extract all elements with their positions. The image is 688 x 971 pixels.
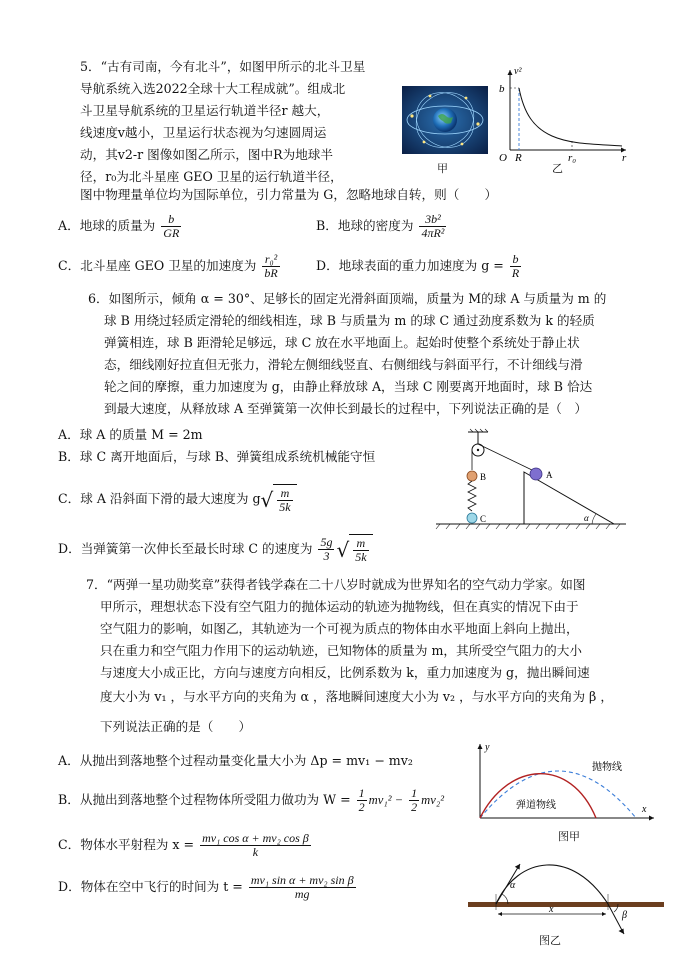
q5-line-1: 5．“古有司南，今有北斗”，如图甲所示的北斗卫星: [80, 59, 366, 74]
q6-option-c[interactable]: C．球 A 沿斜面下滑的最大速度为 g√ $\frac{m}{5k}$: [58, 484, 297, 515]
pulley-incline-diagram: [432, 428, 628, 536]
graph-R-label: R: [515, 152, 522, 164]
range-x-label: x: [549, 904, 554, 915]
q7-option-c-text: C．物体水平射程为 x =: [58, 837, 195, 852]
graph-origin-label: O: [499, 152, 507, 164]
q5-line-5: 动，其v2-r 图像如图乙所示，图中R为地球半: [80, 147, 333, 162]
v2-r-graph: [492, 64, 632, 170]
q7-option-d-fraction: $\frac{\text{mv₁ sin α + mv₂ sin β}}{mg}$: [250, 873, 354, 901]
q7-option-b-half-2: $\frac{1}{2}$: [411, 786, 418, 814]
q6-option-a[interactable]: A．球 A 的质量 M = 2m: [58, 427, 203, 442]
q7-line-2: 甲所示，理想状态下没有空气阻力的抛体运动的轨迹为抛物线，但在真实的情况下由于: [100, 599, 579, 614]
ball-c: [467, 513, 477, 523]
q7-line-1: 7．“两弹一星功勋奖章”获得者钱学森在二十八岁时就成为世界知名的空气动力学家。如图: [86, 577, 586, 592]
graph-r0-label: r₀: [568, 152, 577, 164]
label-a: A: [546, 470, 553, 480]
q6-option-d-text: D．当弹簧第一次伸长至最长时球 C 的速度为: [58, 541, 313, 556]
q6-option-d[interactable]: D．当弹簧第一次伸长至最长时球 C 的速度为 $\frac{5g}{3}$ √ $\frac{m}{5k}$: [58, 534, 373, 565]
label-b: B: [480, 472, 487, 482]
q7-line-3: 空气阻力的影响，如图乙，其轨迹为一个可视为质点的物体由水平地面上斜向上抛出，: [100, 621, 579, 636]
spring: [468, 481, 476, 511]
q7-line-7: 下列说法正确的是（ ）: [100, 719, 252, 734]
q7-option-b-text: B．从抛出到落地整个过程物体所受阻力做功为 W =: [58, 792, 351, 807]
label-c: C: [480, 514, 487, 524]
graph-r-label: r: [622, 152, 627, 164]
q7-option-b-half-1: $\frac{1}{2}$: [358, 786, 365, 814]
ballistic-label: 弹道物线: [516, 800, 556, 811]
q7-option-c[interactable]: [58, 830, 313, 860]
axis-y-label: y: [485, 742, 490, 753]
q7-option-b-expr2: mv₂²: [421, 793, 445, 807]
q5-option-a-fraction: $\frac{b}{GR}$: [163, 212, 180, 240]
q5-option-c-text: C．北斗星座 GEO 卫星的加速度为: [58, 258, 257, 273]
beta-label: β: [622, 910, 627, 921]
graph-b-label: b: [499, 83, 505, 95]
q6-option-b[interactable]: B．球 C 离开地面后，与球 B、弹簧组成系统机械能守恒: [58, 449, 376, 464]
fig-yi-caption: 乙: [552, 162, 563, 175]
q7-option-b[interactable]: [58, 786, 444, 814]
q7-option-d[interactable]: [58, 872, 358, 902]
q6-line-5: 轮之间的摩擦，重力加速度为 g，由静止释放球 A，当球 C 刚要离开地面时，球 B 恰达: [104, 379, 593, 394]
q6-line-1: 6．如图所示，倾角 α = 30°、足够长的固定光滑斜面顶端，质量为 M的球 A 与质量为 m 的: [88, 291, 607, 306]
label-alpha: α: [584, 513, 589, 523]
q5-option-c[interactable]: [58, 252, 282, 280]
q5-option-d-text: D．地球表面的重力加速度为 g =: [316, 258, 504, 273]
q7-option-a[interactable]: A．从抛出到落地整个过程动量变化量大小为 Δp = mv₁ − mv₂: [58, 753, 413, 768]
parabola-label: 抛物线: [592, 762, 622, 773]
q5-option-d-fraction: $\frac{b}{R}$: [511, 252, 520, 280]
fig-jia-caption: 甲: [437, 162, 448, 175]
ball-b: [467, 471, 477, 481]
q5-line-2: 导航系统入选2022全球十大工程成就”。组成北: [80, 81, 346, 96]
q6-line-3: 弹簧相连，球 B 距滑轮足够远，球 C 放在水平地面上。起始时使整个系统处于静止状: [104, 335, 580, 350]
q5-option-a-text: A．地球的质量为: [58, 218, 156, 233]
ball-a: [530, 468, 542, 480]
parabola-curve: [480, 771, 636, 818]
q7-option-d-text: D．物体在空中飞行的时间为 t =: [58, 879, 243, 894]
q6-option-d-fraction: $\frac{m}{5k}$: [355, 536, 367, 564]
q6-line-6: 到最大速度，从释放球 A 至弹簧第一次伸长到最长的过程中，下列说法正确的是（ ）: [104, 401, 588, 416]
q5-option-c-fraction: $\frac{\text{r₀²}}{bR}$: [264, 252, 278, 280]
axis-x-label: x: [642, 804, 647, 815]
ballistic-curve: [480, 774, 596, 818]
q6-option-c-fraction: $\frac{m}{5k}$: [279, 486, 291, 514]
alpha-label: α: [510, 880, 516, 891]
q5-line-7: 图中物理量单位均为国际单位，引力常量为 G，忽略地球自转，则（ ）: [80, 187, 498, 202]
graph-y-label: v²: [514, 66, 522, 77]
q5-option-b[interactable]: [316, 212, 448, 240]
q5-option-d[interactable]: [316, 252, 523, 280]
q5-line-6: 径，r₀为北斗星座 GEO 卫星的运行轨道半径，: [80, 169, 343, 184]
q6-option-c-text: C．球 A 沿斜面下滑的最大速度为 g: [58, 491, 261, 506]
real-trajectory-figure: [464, 846, 668, 942]
q6-option-d-coef: $\frac{5g}{3}$: [320, 535, 333, 563]
q5-option-b-fraction: $\frac{\text{3b²}}{\text{4πR²}}$: [421, 212, 445, 240]
q6-line-2: 球 B 用绕过轻质定滑轮的细线相连，球 B 与质量为 m 的球 C 通过劲度系数为 k 的轻质: [104, 313, 595, 328]
q7-option-b-expr: mv₁² −: [368, 793, 404, 807]
beidou-satellite-image: [402, 86, 488, 154]
q5-option-b-text: B．地球的密度为: [316, 218, 414, 233]
q7-line-5: 与速度大小成正比，方向与速度方向相反，比例系数为 k，重力加速度为 g，抛出瞬间速: [100, 665, 590, 680]
q7-line-6: 度大小为 v₁ ，与水平方向的夹角为 α ，落地瞬间速度大小为 v₂ ，与水平方向的夹角为 β ，: [100, 689, 613, 704]
fig-yi2-caption: 图乙: [539, 934, 561, 947]
ground-strip: [468, 902, 664, 907]
q7-line-4: 只在重力和空气阻力作用下的运动轨迹，已知物体的质量为 m，其所受空气阻力的大小: [100, 643, 582, 658]
q5-option-a[interactable]: [58, 212, 183, 240]
q7-option-c-fraction: $\frac{\text{mv₁ cos α + mv₂ cos β}}{k}$: [202, 831, 309, 859]
trajectory-comparison-figure: [470, 740, 660, 826]
q5-line-3: 斗卫星导航系统的卫星运行轨道半径r 越大，: [80, 103, 330, 118]
fig-jia2-caption: 图甲: [558, 830, 580, 843]
q5-line-4: 线速度v越小，卫星运行状态视为匀速圆周运: [80, 125, 327, 140]
q6-line-4: 态，细线刚好拉直但无张力，滑轮左侧细线竖直、右侧细线与斜面平行，不计细线与滑: [104, 357, 583, 372]
